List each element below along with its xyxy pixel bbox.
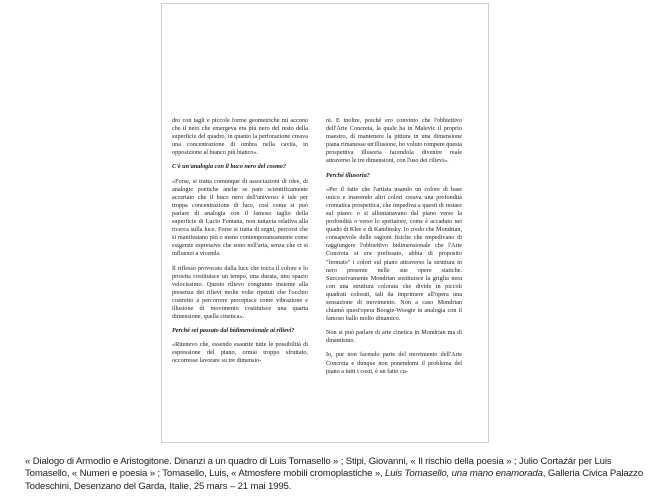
paragraph: «Ritenevo che, essendo esaurite tutte le possibilità di espressione del piano, ormai troppo sfruttato, occorresse lavorare su tre dimensio- — [172, 341, 308, 365]
paragraph: Io, pur non facendo parte del movimento dell'Arte Concreta e dunque non ponendomi il problema del piano a tutti i costi, è un fatto cu- — [326, 351, 462, 375]
paragraph: Il riflesso provocato dalla luce che tocca il colore e lo proietta costituisce un tempo, una durata, uno spazio velocissimo. Questo rilievo congiunto insieme alla presenza dei rilievi molte volte ripetuti che l'occhio costretto a percorrere percepisce come vibrazione e illusione di movimento costituisce una quarta dimensione, quella cinetica». — [172, 264, 308, 321]
left-text-column — [172, 117, 308, 442]
interview-question: Perché sei passato dal bidimensionale ai rilievi? — [172, 327, 295, 335]
interview-question: Perché illusoria? — [326, 171, 370, 179]
right-text-column — [326, 117, 462, 442]
paragraph: ni. E inoltre, poiché ero convinto che l'obbiettivo dell'Arte Concreta, la quale ha in Malevic il proprio maestro, di mantenere la pittura in una dimensione piana rimanesse un'illusione, ho voluto rompere questa prospettiva illusoria facendola divenire reale attraverso le tre dimensioni, con l'uso dei rilievi». — [326, 117, 462, 165]
caption-text-end: , Galleria Civica Palazzo Todeschini, Desenzano del Garda, Italie, 25 mars – 21 mai 1995. — [25, 468, 644, 492]
caption-text: « Dialogo di Armodio e Aristogitone. Dinanzi a un quadro di Luis Tomasello » ; Stipi, Giovanni, « Il rischio della poesia » ; Julio Cortazár per Luis Tomasello, « Numeri e poesia » ; Tomasello, Luis, « Atmosfere mobili cromoplastiche », — [25, 456, 612, 480]
caption-book-title: Luis Tomasello, una mano enamorada — [385, 468, 543, 480]
paragraph: Non si può parlare di arte cinetica in Mondrian ma di dinamismo. — [326, 329, 462, 345]
paragraph: dro con tagli e piccole forme geometriche mi accorsi che il nero che emergeva era più nero del resto della superficie del quadro, in quanto la perforazione creava una concentrazione di ombra nella cavità, in opposizione al bianco più bianco». — [172, 117, 308, 157]
scanned-page — [161, 3, 489, 443]
figure-caption — [25, 456, 645, 493]
interview-question: C'è un'analogia con il buco nero del cosmo? — [172, 163, 286, 171]
paragraph: «Per il fatto che l'artista usando un colore di base unico e inserendo altri colori creava una profondità cromatica prospettica, che impediva a questi di restare sul piano: o si allontanavano dal piano verso la profondità o verso lo spettatore, come è accaduto nei quadri di Klee e di Kandinsky. Io credo che Mondrian, consapevole delle ragioni fisiche che impedivano di raggiungere l'obbiettivo bidimensionale che l'Arte Concreta si era prefissato, abbia di proposito "fermato" i colori sul piano attraverso la struttura in nero presente nelle sue opere statiche. Successivamente Mondrian sostituisce la griglia nera con una struttura colorata che divide in piccoli quadrati colorati, tali da imprimere all'opera una sensazione di movimento. Non a caso Mondrian chiamò quest'opera Boogie-Woogie in analogia con il famoso ballo molto dinamico. — [326, 185, 462, 323]
paragraph: «Forse, si tratta comunque di associazioni di idee, di analogie poetiche anche se pare scientificamente accertato che il buco nero dell'universo è tale per troppa concentrazione di luce, così come si può parlare di analogia con il famoso taglio della superficie di Lucio Fontana, non tuttavia relativa alla ricerca sulla luce. Forse si tratta di segni, percorsi che si manifestano più o meno contemporaneamente come esigenze espressive che sono nell'aria, senza che ci si influenzi a vicenda. — [172, 177, 308, 258]
